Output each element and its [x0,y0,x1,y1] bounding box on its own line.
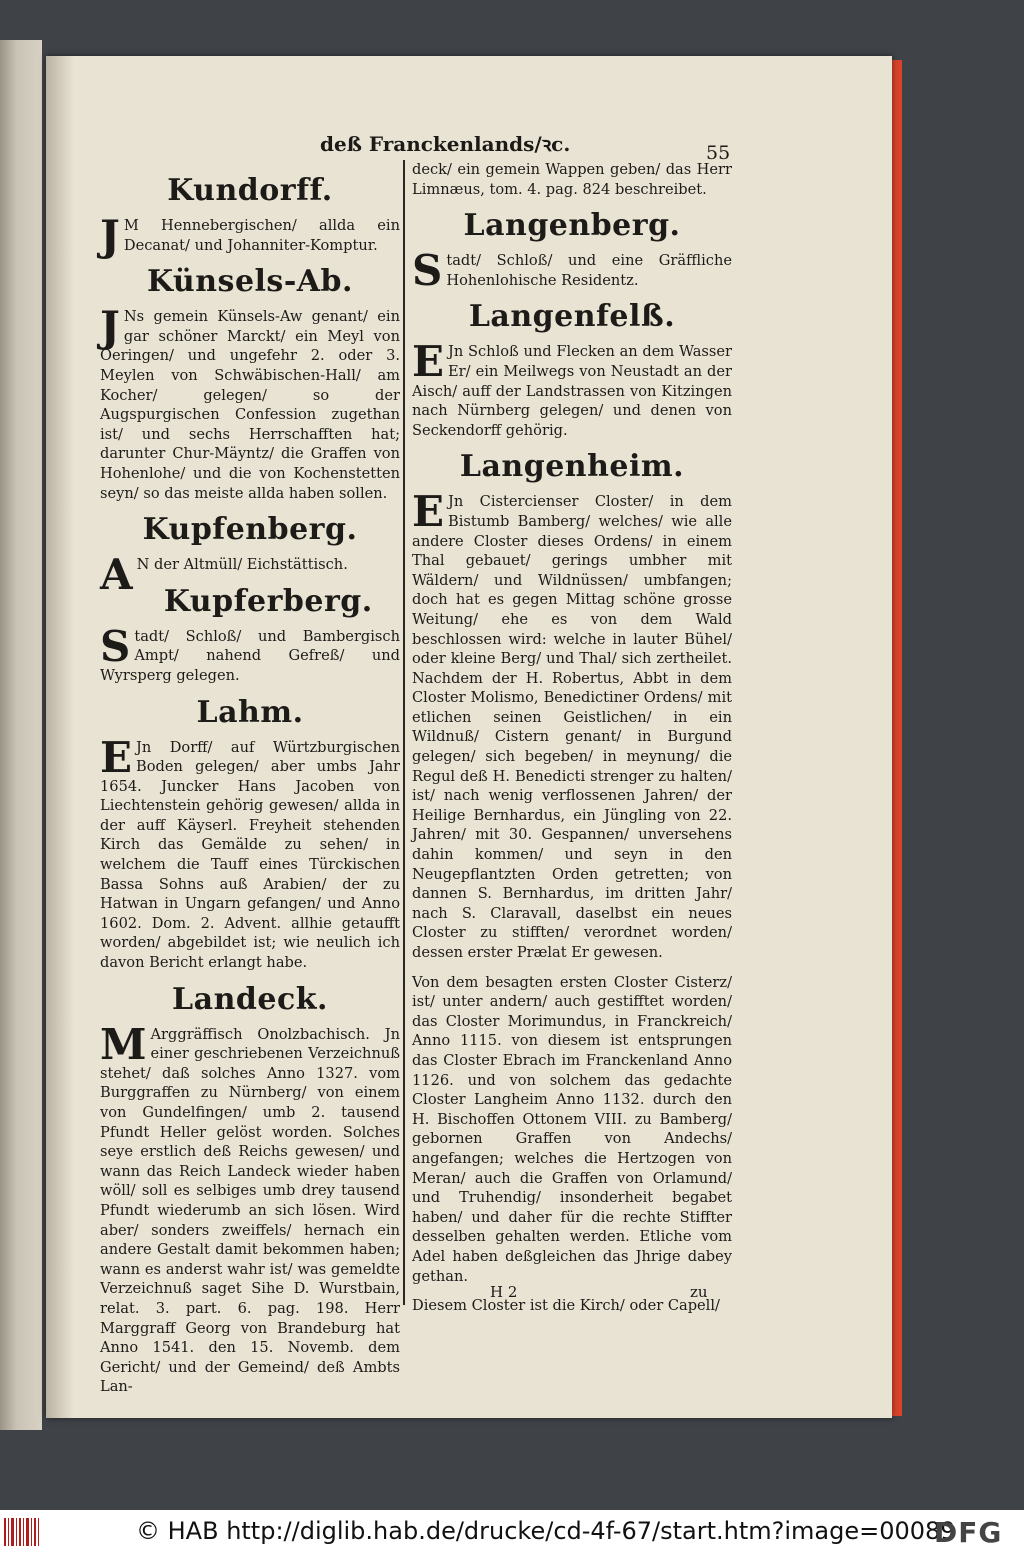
entry-title: Kupferberg. [163,583,373,619]
entry-text: EJn Schloß und Flecken an dem Wasser Er/ ein Meilwegs von Neustadt an der Aisch/ auff der Landstrassen von Kitzingen nach Nürnberg gelegen/ und denen von Seckendorff gehörig. [412,337,732,439]
entry-text: AN der Altmüll/ Eichstättisch. [100,550,348,600]
right-column [412,160,732,1326]
entry-text: Stadt/ Schloß/ und eine Gräffliche Hohenlohische Residentz. [412,246,732,296]
entry-text: Stadt/ Schloß/ und Bambergisch Ampt/ nahend Gefreß/ und Wyrsperg gelegen. [100,621,400,684]
entry-kupferberg [100,585,400,686]
entry-title: Kundorff. [167,173,333,208]
dfg-logo: DFG [934,1516,1003,1549]
entry-title: Langenberg. [463,208,681,244]
continuation-text: deck/ ein gemein Wappen geben/ das Herr Limnæus, tom. 4. pag. 824 beschreibet. [412,161,732,198]
entry-text: EJn Cistercienser Closter/ in dem Bistumb Bamberg/ welches/ wie alle andere Closter dieses Ordens/ in einem Thal gebauet/ gerings umbher mit Wäldern/ und Wildnüssen/ umbfangen; doch hat es gegen Mittag schöne grosse Weitung/ ehe es von dem Wald beschlossen wird: welche in lauter Bühel/ oder kleine Berg/ und Thal/ sich zertheilet. Nachdem der H. Robertus, Abbt in dem Closter Molismo, Benedictiner Ordens/ mit etlichen seinen Geistlichen/ in ein Wildnuß/ Cistern genant/ in Burgund gelegen/ sich begeben/ in meynung/ die Regul deß H. Benedicti strenger zu halten/ ist/ nach wenig verflossenen Jahren/ der Heilige Bernhardus, ein Jüngling von 22. Jahren/ mit 30. Gespannen/ unversehens dahin kommen/ und seyn in den Neugepflantzten Orden getretten; von dannen S. Bernhardus, im dritten Jahr/ nach S. Claravall, daselbst ein neues Closter zu stifften/ verordnet worden/ dessen erster Prælat Er gewesen. [412,487,732,961]
page-number: 55 [706,142,731,164]
catchword: zu [690,1283,708,1301]
entry-title: Landeck. [172,981,328,1017]
paragraph-cisterz: Von dem besagten ersten Closter Cisterz/ ist/ unter andern/ auch gestifftet worden/ das Closter Morimundus, in Franckreich/ Anno 1115. von diesem ist entsprungen das Closter Ebrach im Franckenland Anno 1126. und von solchem das gedachte Closter Langheim Anno 1132. durch den H. Bischoffen Ottonem VIII. zu Bamberg/ gebornen Graffen von Andechs/ angefangen; welches die Hertzogen von Meran/ auch die Graffen von Orlamund/ und Truhendig/ insonderheit begabet haben/ und daher für die rechte Stiffter desselben gehalten werden. Etliche vom Adel haben deßgleichen das Jhrige dabey gethan. [412,973,732,1285]
copyright-link[interactable]: © HAB http://diglib.hab.de/drucke/cd-4f-67/start.htm?image=00089 [136,1517,956,1545]
column-divider [403,160,405,1305]
entry-title: Langenfelß. [468,299,676,335]
hab-barcode-logo-icon [4,1516,40,1548]
entry-text: JM Hennebergischen/ allda ein Decanat/ und Johanniter-Komptur. [100,211,400,260]
entry-text: JNs gemein Künsels-Aw genant/ ein gar schöner Marckt/ ein Meyl von Oeringen/ und ungefehr 2. oder 3. Meylen von Schwäbischen-Hall/ am Kocher/ gelegen/ so der Augspurgischen Confession zugethan ist/ und sechs Herrschafften hat; darunter Chur-Mäyntz/ die Graffen von Hohenlohe/ und die von Kochenstetten seyn/ so das meiste allda haben sollen. [100,302,400,502]
signature-mark: H 2 [490,1283,518,1301]
entry-kuensels-ab [100,265,400,503]
entry-title: Lahm. [196,694,304,730]
entry-kupfenberg [100,512,400,600]
entry-kundorff [100,173,400,260]
entry-langenberg [412,208,732,296]
entry-landeck [100,983,400,1397]
entry-text: MArggräffisch Onolzbachisch. Jn einer geschriebenen Verzeichnuß stehet/ daß solches Anno 1327. vom Burggraffen zu Nürnberg/ von einem von Gundelfingen/ umb 2. tausend Pfundt Heller gelöst worden. Solches seye erstlich deß Reichs gewesen/ und wann das Reich Landeck wieder haben wöll/ soll es selbiges umb drey tausend Pfundt wiederumb an sich lösen. Wird aber/ sonders zweiffels/ hernach ein andere Gestalt damit bekommen haben; wann es anderst wahr ist/ was gemeldte Verzeichnuß saget Sihe D. Wurstbain, relat. 3. part. 6. pag. 198. Herr Marggraff Georg von Brandeburg hat Anno 1541. den 15. Novemb. dem Gericht/ und der Gemeind/ deß Ambts Lan- [100,1019,400,1396]
entry-langenheim [412,450,732,962]
paragraph-kirch: Diesem Closter ist die Kirch/ oder Capell/ [412,1297,720,1315]
entry-text: EJn Dorff/ auf Würtzburgischen Boden gelegen/ aber umbs Jahr 1654. Juncker Hans Jacoben von Liechtenstein gehörig gewesen/ allda in der auff Käyserl. Freyheit stehenden Kirch das Gemälde zu sehen/ in welchem die Tauff eines Türckischen Bassa Sohns auß Arabien/ der zu Hatwan in Ungarn gefangen/ und Anno 1602. Dom. 2. Advent. allhie getaufft worden/ abgebildet ist; wie neulich ich davon Bericht erlangt habe. [100,732,400,972]
page-gutter [46,56,74,1418]
entry-lahm [100,696,400,973]
previous-page-edge [0,40,42,1430]
entry-title: Langenheim. [459,449,685,485]
left-column [100,170,400,1407]
entry-title: Kupfenberg. [142,512,358,548]
entry-langenfelss [412,300,732,440]
entry-title: Künsels-Ab. [147,264,353,300]
page-red-edge [892,60,902,1416]
running-head: deß Franckenlands/ꝛc. [320,132,571,156]
